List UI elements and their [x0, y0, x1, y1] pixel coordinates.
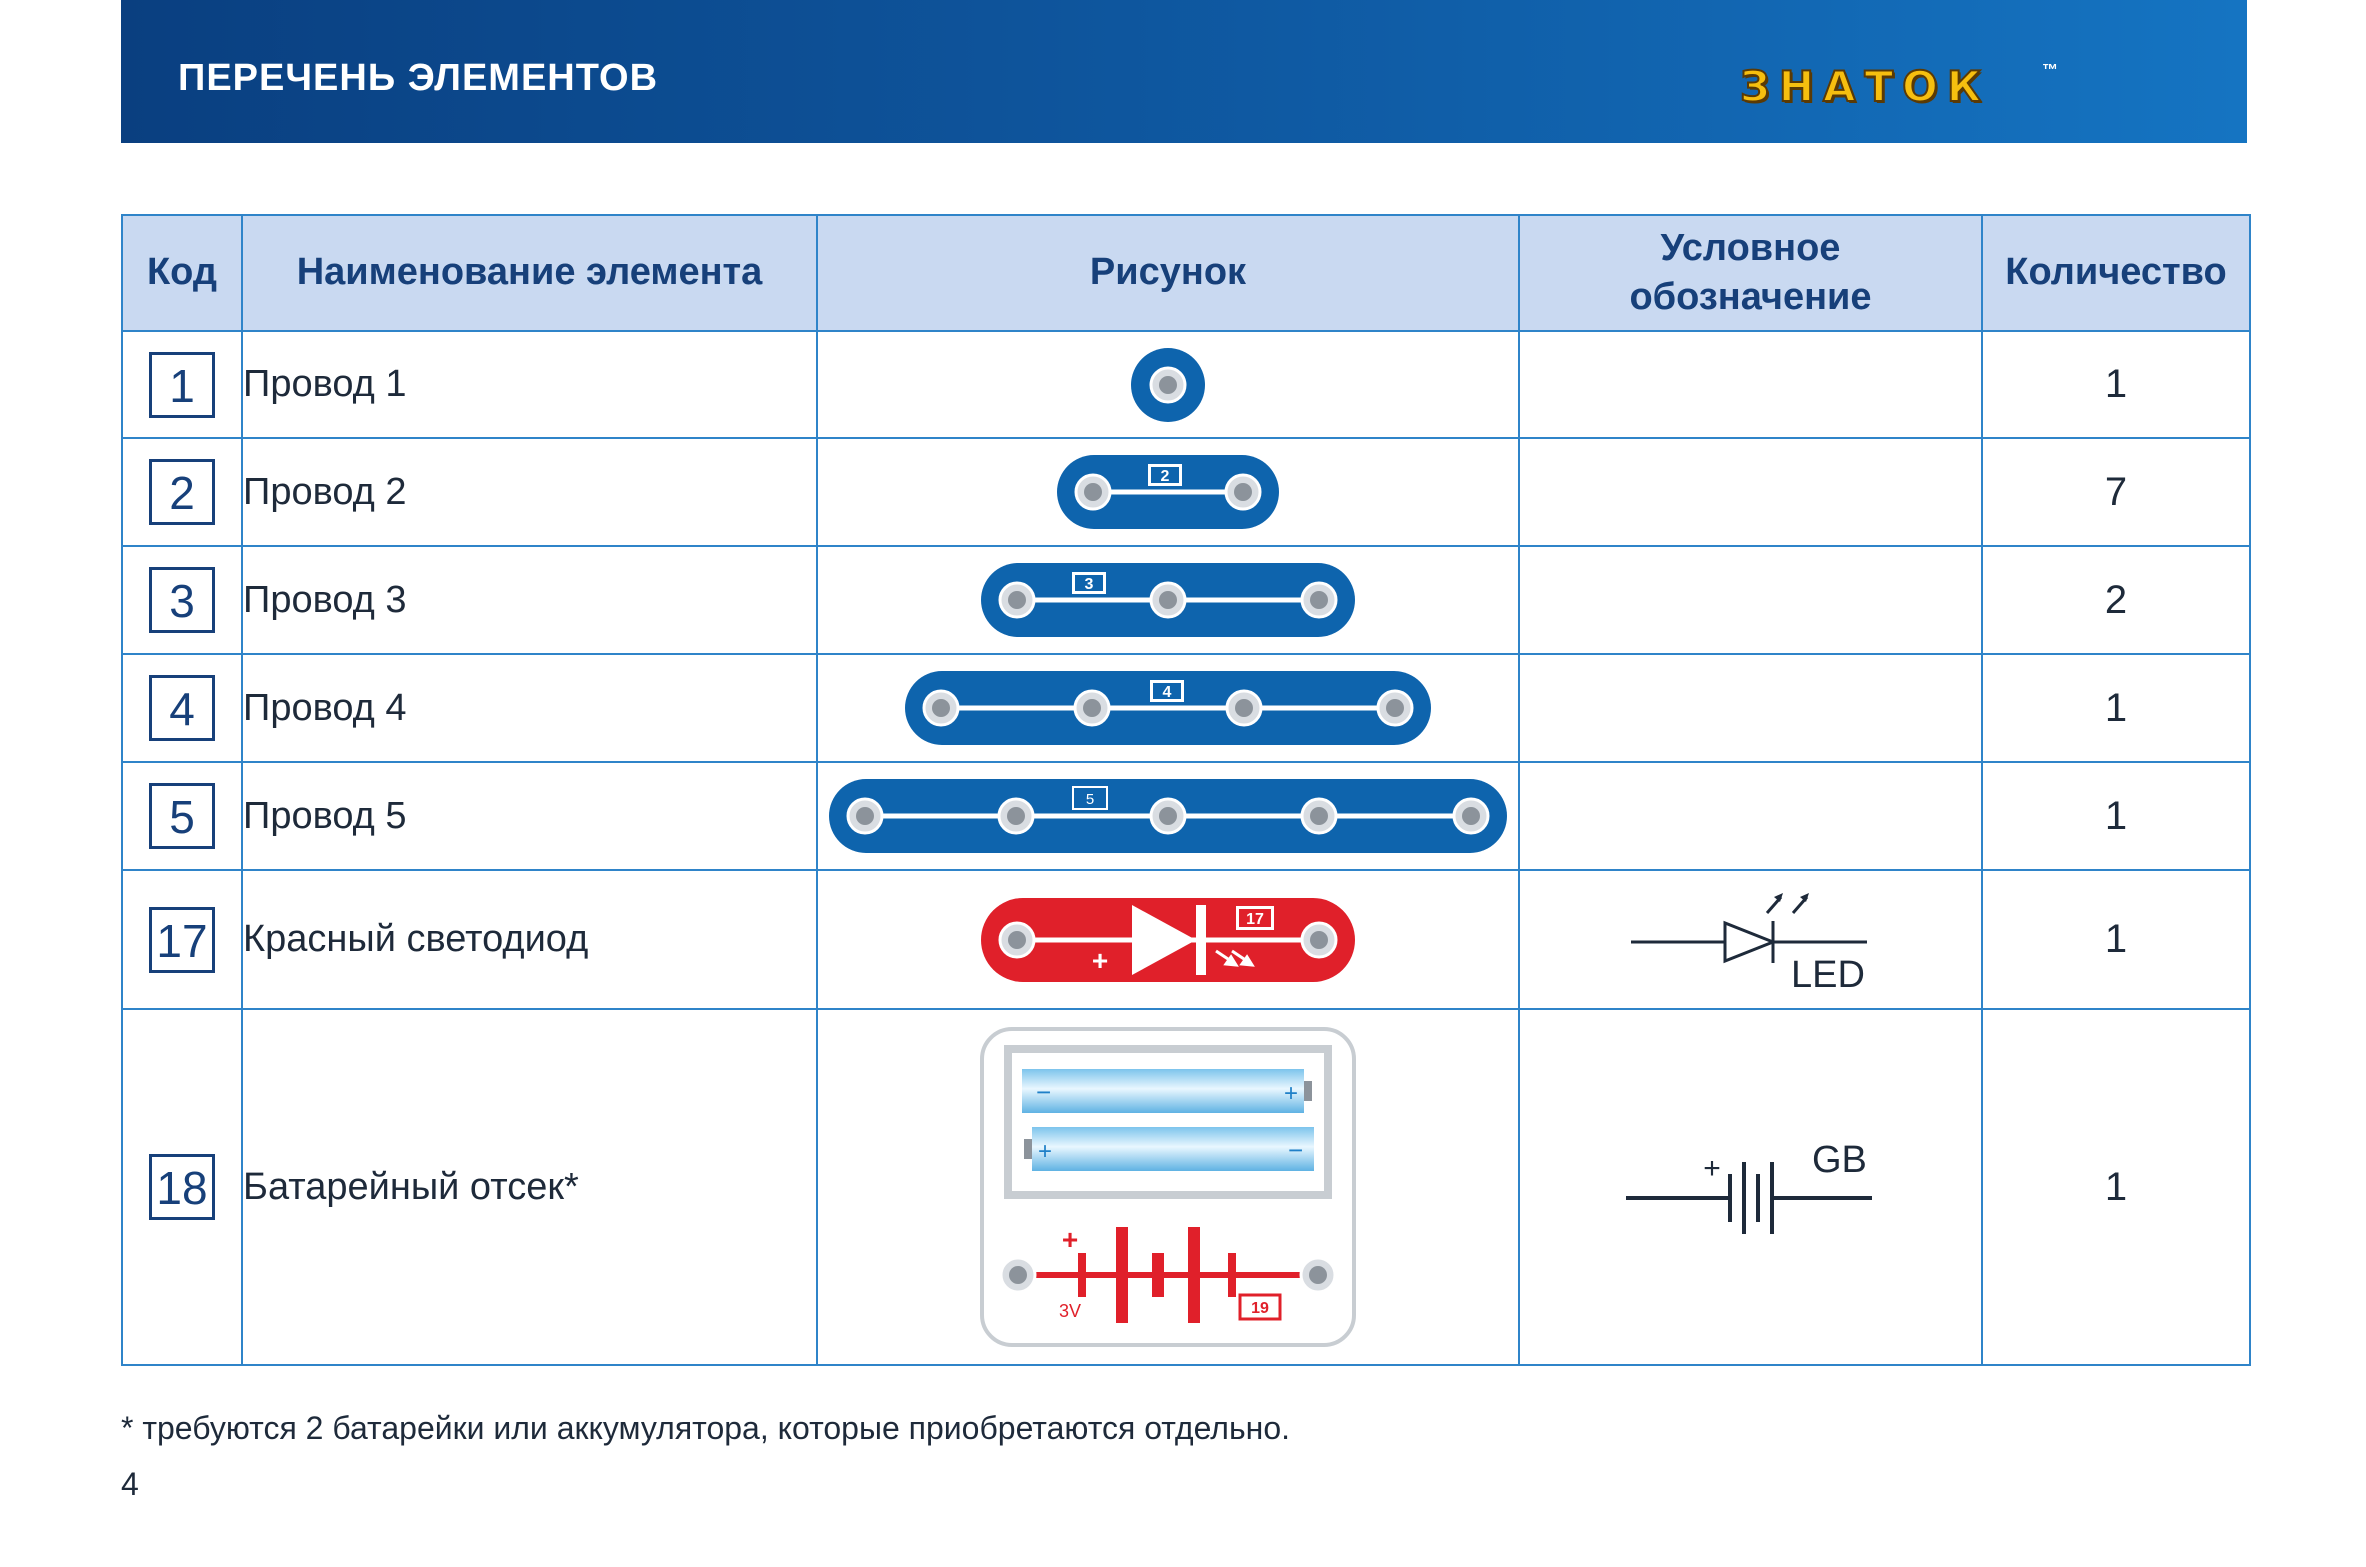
battery-plus-label: + [1061, 1224, 1079, 1255]
column-header-symbol-line1: Условное [1660, 226, 1841, 269]
page-number: 4 [121, 1466, 139, 1502]
red-led-icon [980, 897, 1356, 983]
led-part-label: 17 [1246, 910, 1264, 928]
part-code: 5 [149, 783, 215, 849]
part-code: 2 [149, 459, 215, 525]
wire-3-label: 3 [1084, 576, 1094, 593]
part-quantity: 1 [1982, 654, 2250, 762]
table-row [122, 762, 2250, 870]
column-header-code: Код [122, 215, 242, 331]
wire-1-icon [1130, 347, 1206, 423]
part-quantity: 1 [1982, 762, 2250, 870]
cell-2-minus: − [1288, 1135, 1304, 1165]
part-name: Провод 2 [242, 438, 817, 546]
battery-symbol-plus: + [1702, 1152, 1721, 1185]
cell-2-plus: + [1038, 1138, 1053, 1165]
wire-5-label: 5 [1085, 791, 1095, 808]
parts-table [121, 214, 2251, 1366]
page-title: ПЕРЕЧЕНЬ ЭЛЕМЕНТОВ [178, 57, 659, 99]
column-header-symbol [1519, 215, 1982, 331]
trademark-mark: ™ [2042, 62, 2058, 79]
part-code: 1 [149, 352, 215, 418]
table-row [122, 870, 2250, 1009]
wire-3-icon [980, 562, 1356, 638]
led-symbol-label: LED [1790, 953, 1865, 995]
part-name: Провод 5 [242, 762, 817, 870]
part-code: 18 [149, 1154, 215, 1220]
part-quantity: 2 [1982, 546, 2250, 654]
brand-logo: ЗНАТОК [1740, 62, 1991, 111]
wire-4-label: 4 [1162, 684, 1172, 701]
part-name: Батарейный отсек* [242, 1009, 817, 1365]
column-header-name: Наименование элемента [242, 215, 817, 331]
battery-voltage-label: 3V [1058, 1301, 1082, 1321]
part-code: 3 [149, 567, 215, 633]
led-symbol-icon [1631, 885, 1871, 995]
part-quantity: 1 [1982, 331, 2250, 438]
footnote: * требуются 2 батарейки или аккумулятора, которые приобретаются отдельно. [121, 1410, 1290, 1446]
battery-symbol-icon [1626, 1132, 1876, 1242]
part-quantity: 7 [1982, 438, 2250, 546]
table-row [122, 1009, 2250, 1365]
table-row [122, 331, 2250, 438]
table-row [122, 438, 2250, 546]
battery-symbol-label: GB [1811, 1139, 1867, 1181]
table-header-row [122, 215, 2250, 331]
wire-4-icon [904, 670, 1432, 746]
column-header-picture: Рисунок [817, 215, 1519, 331]
column-header-quantity: Количество [1982, 215, 2250, 331]
wire-5-icon [828, 778, 1508, 854]
column-header-symbol-line2: обозначение [1629, 276, 1872, 318]
wire-2-label: 2 [1160, 468, 1170, 485]
part-code: 4 [149, 675, 215, 741]
battery-part-label: 19 [1251, 1300, 1269, 1317]
part-name: Провод 4 [242, 654, 817, 762]
table-row [122, 654, 2250, 762]
cell-1-minus: − [1036, 1077, 1052, 1107]
part-name: Провод 3 [242, 546, 817, 654]
led-plus-label: + [1091, 944, 1109, 976]
battery-box-icon [980, 1027, 1356, 1347]
part-quantity: 1 [1982, 870, 2250, 1009]
part-code: 17 [149, 907, 215, 973]
table-row [122, 546, 2250, 654]
part-name: Провод 1 [242, 331, 817, 438]
part-quantity: 1 [1982, 1009, 2250, 1365]
wire-2-icon [1056, 454, 1280, 530]
cell-1-plus: + [1284, 1080, 1299, 1107]
part-name: Красный светодиод [242, 870, 817, 1009]
